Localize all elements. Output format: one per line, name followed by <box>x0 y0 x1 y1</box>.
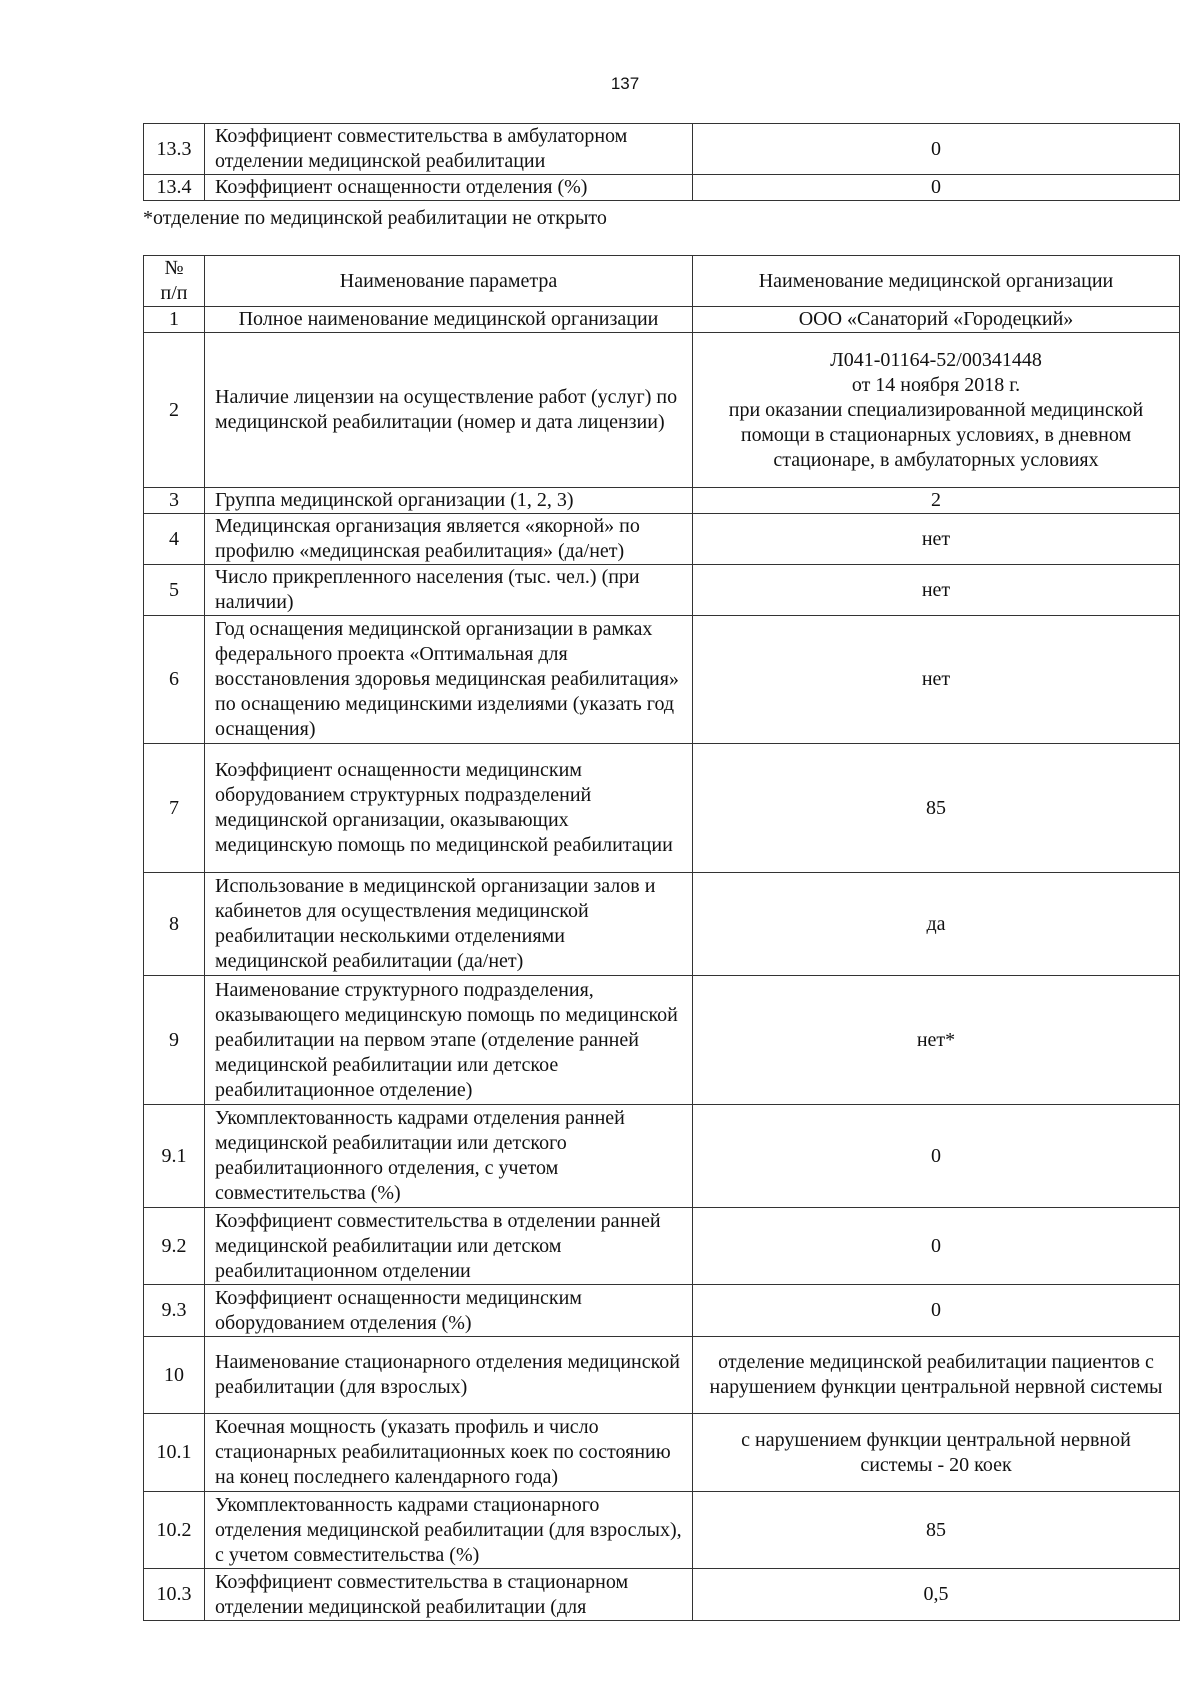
table-row <box>144 307 1180 333</box>
parameter-name: Коэффициент оснащенности отделения (%) <box>205 175 693 201</box>
table-row <box>144 565 1180 616</box>
parameter-name: Коэффициент оснащенности медицинским оборудованием отделения (%) <box>205 1285 693 1337</box>
header-number: № п/п <box>144 256 205 307</box>
top-table <box>143 123 1180 201</box>
parameter-value: нет <box>693 565 1180 616</box>
table-row <box>144 1337 1180 1414</box>
row-number: 10 <box>144 1337 205 1414</box>
parameter-value: нет <box>693 514 1180 565</box>
main-table <box>143 255 1180 1621</box>
parameter-name: Наименование стационарного отделения медицинской реабилитации (для взрослых) <box>205 1337 693 1414</box>
parameter-value: 0 <box>693 1105 1180 1208</box>
table-row <box>144 1105 1180 1208</box>
parameter-name: Коэффициент совместительства в амбулаторном отделении медицинской реабилитации <box>205 124 693 175</box>
parameter-value <box>693 333 1180 488</box>
parameter-name: Укомплектованность кадрами стационарного отделения медицинской реабилитации (для взрослых), с учетом совместительства (%) <box>205 1492 693 1569</box>
table-row <box>144 175 1180 201</box>
row-number: 8 <box>144 873 205 976</box>
table-row <box>144 1414 1180 1492</box>
parameter-name: Год оснащения медицинской организации в рамках федерального проекта «Оптимальная для восстановления здоровья медицинская реабилитация» по оснащению медицинскими изделиями (указать год оснащения) <box>205 616 693 744</box>
row-number: 13.3 <box>144 124 205 175</box>
table-row <box>144 873 1180 976</box>
license-number: Л041-01164-52/00341448 <box>830 348 1042 371</box>
parameter-value: ООО «Санаторий «Городецкий» <box>693 307 1180 333</box>
table-row <box>144 124 1180 175</box>
header-parameter: Наименование параметра <box>205 256 693 307</box>
parameter-name: Наличие лицензии на осуществление работ (услуг) по медицинской реабилитации (номер и дата лицензии) <box>205 333 693 488</box>
footnote: *отделение по медицинской реабилитации не открыто <box>143 207 607 229</box>
parameter-value: да <box>693 873 1180 976</box>
table-row <box>144 976 1180 1105</box>
row-number: 13.4 <box>144 175 205 201</box>
row-number: 9.2 <box>144 1208 205 1285</box>
row-number: 10.3 <box>144 1569 205 1621</box>
parameter-value: 0,5 <box>693 1569 1180 1621</box>
row-number: 9.3 <box>144 1285 205 1337</box>
table-row <box>144 488 1180 514</box>
header-row <box>144 256 1180 307</box>
row-number: 1 <box>144 307 205 333</box>
row-number: 2 <box>144 333 205 488</box>
row-number: 5 <box>144 565 205 616</box>
header-organization: Наименование медицинской организации <box>693 256 1180 307</box>
table-row <box>144 514 1180 565</box>
parameter-name: Укомплектованность кадрами отделения ранней медицинской реабилитации или детского реабилитационного отделения, с учетом совместительства (%) <box>205 1105 693 1208</box>
table-row <box>144 1285 1180 1337</box>
table-row <box>144 1208 1180 1285</box>
parameter-value: нет <box>693 616 1180 744</box>
row-number: 9 <box>144 976 205 1105</box>
row-number: 10.1 <box>144 1414 205 1492</box>
row-number: 3 <box>144 488 205 514</box>
parameter-value: 0 <box>693 1285 1180 1337</box>
license-date: от 14 ноября 2018 г. <box>851 373 1021 396</box>
parameter-value: 0 <box>693 175 1180 201</box>
row-number: 7 <box>144 744 205 873</box>
parameter-value: 2 <box>693 488 1180 514</box>
row-number: 4 <box>144 514 205 565</box>
parameter-value: нет* <box>693 976 1180 1105</box>
parameter-name: Коэффициент совместительства в отделении ранней медицинской реабилитации или детском реабилитационном отделении <box>205 1208 693 1285</box>
table-row <box>144 1492 1180 1569</box>
page-number: 137 <box>610 74 640 93</box>
parameter-value: с нарушением функции центральной нервной системы - 20 коек <box>693 1414 1180 1492</box>
table-row <box>144 744 1180 873</box>
parameter-name: Медицинская организация является «якорной» по профилю «медицинская реабилитация» (да/нет) <box>205 514 693 565</box>
parameter-name: Коечная мощность (указать профиль и число стационарных реабилитационных коек по состоянию на конец последнего календарного года) <box>205 1414 693 1492</box>
table-row <box>144 333 1180 488</box>
parameter-name: Коэффициент оснащенности медицинским оборудованием структурных подразделений медицинской организации, оказывающих медицинскую помощь по медицинской реабилитации <box>205 744 693 873</box>
table-row <box>144 616 1180 744</box>
parameter-name: Число прикрепленного населения (тыс. чел.) (при наличии) <box>205 565 693 616</box>
parameter-name: Полное наименование медицинской организации <box>205 307 693 333</box>
parameter-value: 0 <box>693 124 1180 175</box>
parameter-value: 85 <box>693 744 1180 873</box>
parameter-name: Использование в медицинской организации залов и кабинетов для осуществления медицинской реабилитации несколькими отделениями медицинской реабилитации (да/нет) <box>205 873 693 976</box>
license-scope: при оказании специализированной медицинской помощи в стационарных условиях, в дневном стационаре, в амбулаторных условиях <box>728 398 1144 471</box>
parameter-name: Наименование структурного подразделения, оказывающего медицинскую помощь по медицинской реабилитации на первом этапе (отделение ранней медицинской реабилитации или детское реабилитационное отделение) <box>205 976 693 1105</box>
parameter-value: 0 <box>693 1208 1180 1285</box>
row-number: 10.2 <box>144 1492 205 1569</box>
table-row <box>144 1569 1180 1621</box>
parameter-name: Группа медицинской организации (1, 2, 3) <box>205 488 693 514</box>
parameter-name: Коэффициент совместительства в стационарном отделении медицинской реабилитации (для <box>205 1569 693 1621</box>
row-number: 6 <box>144 616 205 744</box>
row-number: 9.1 <box>144 1105 205 1208</box>
parameter-value: отделение медицинской реабилитации пациентов с нарушением функции центральной нервной системы <box>693 1337 1180 1414</box>
parameter-value: 85 <box>693 1492 1180 1569</box>
